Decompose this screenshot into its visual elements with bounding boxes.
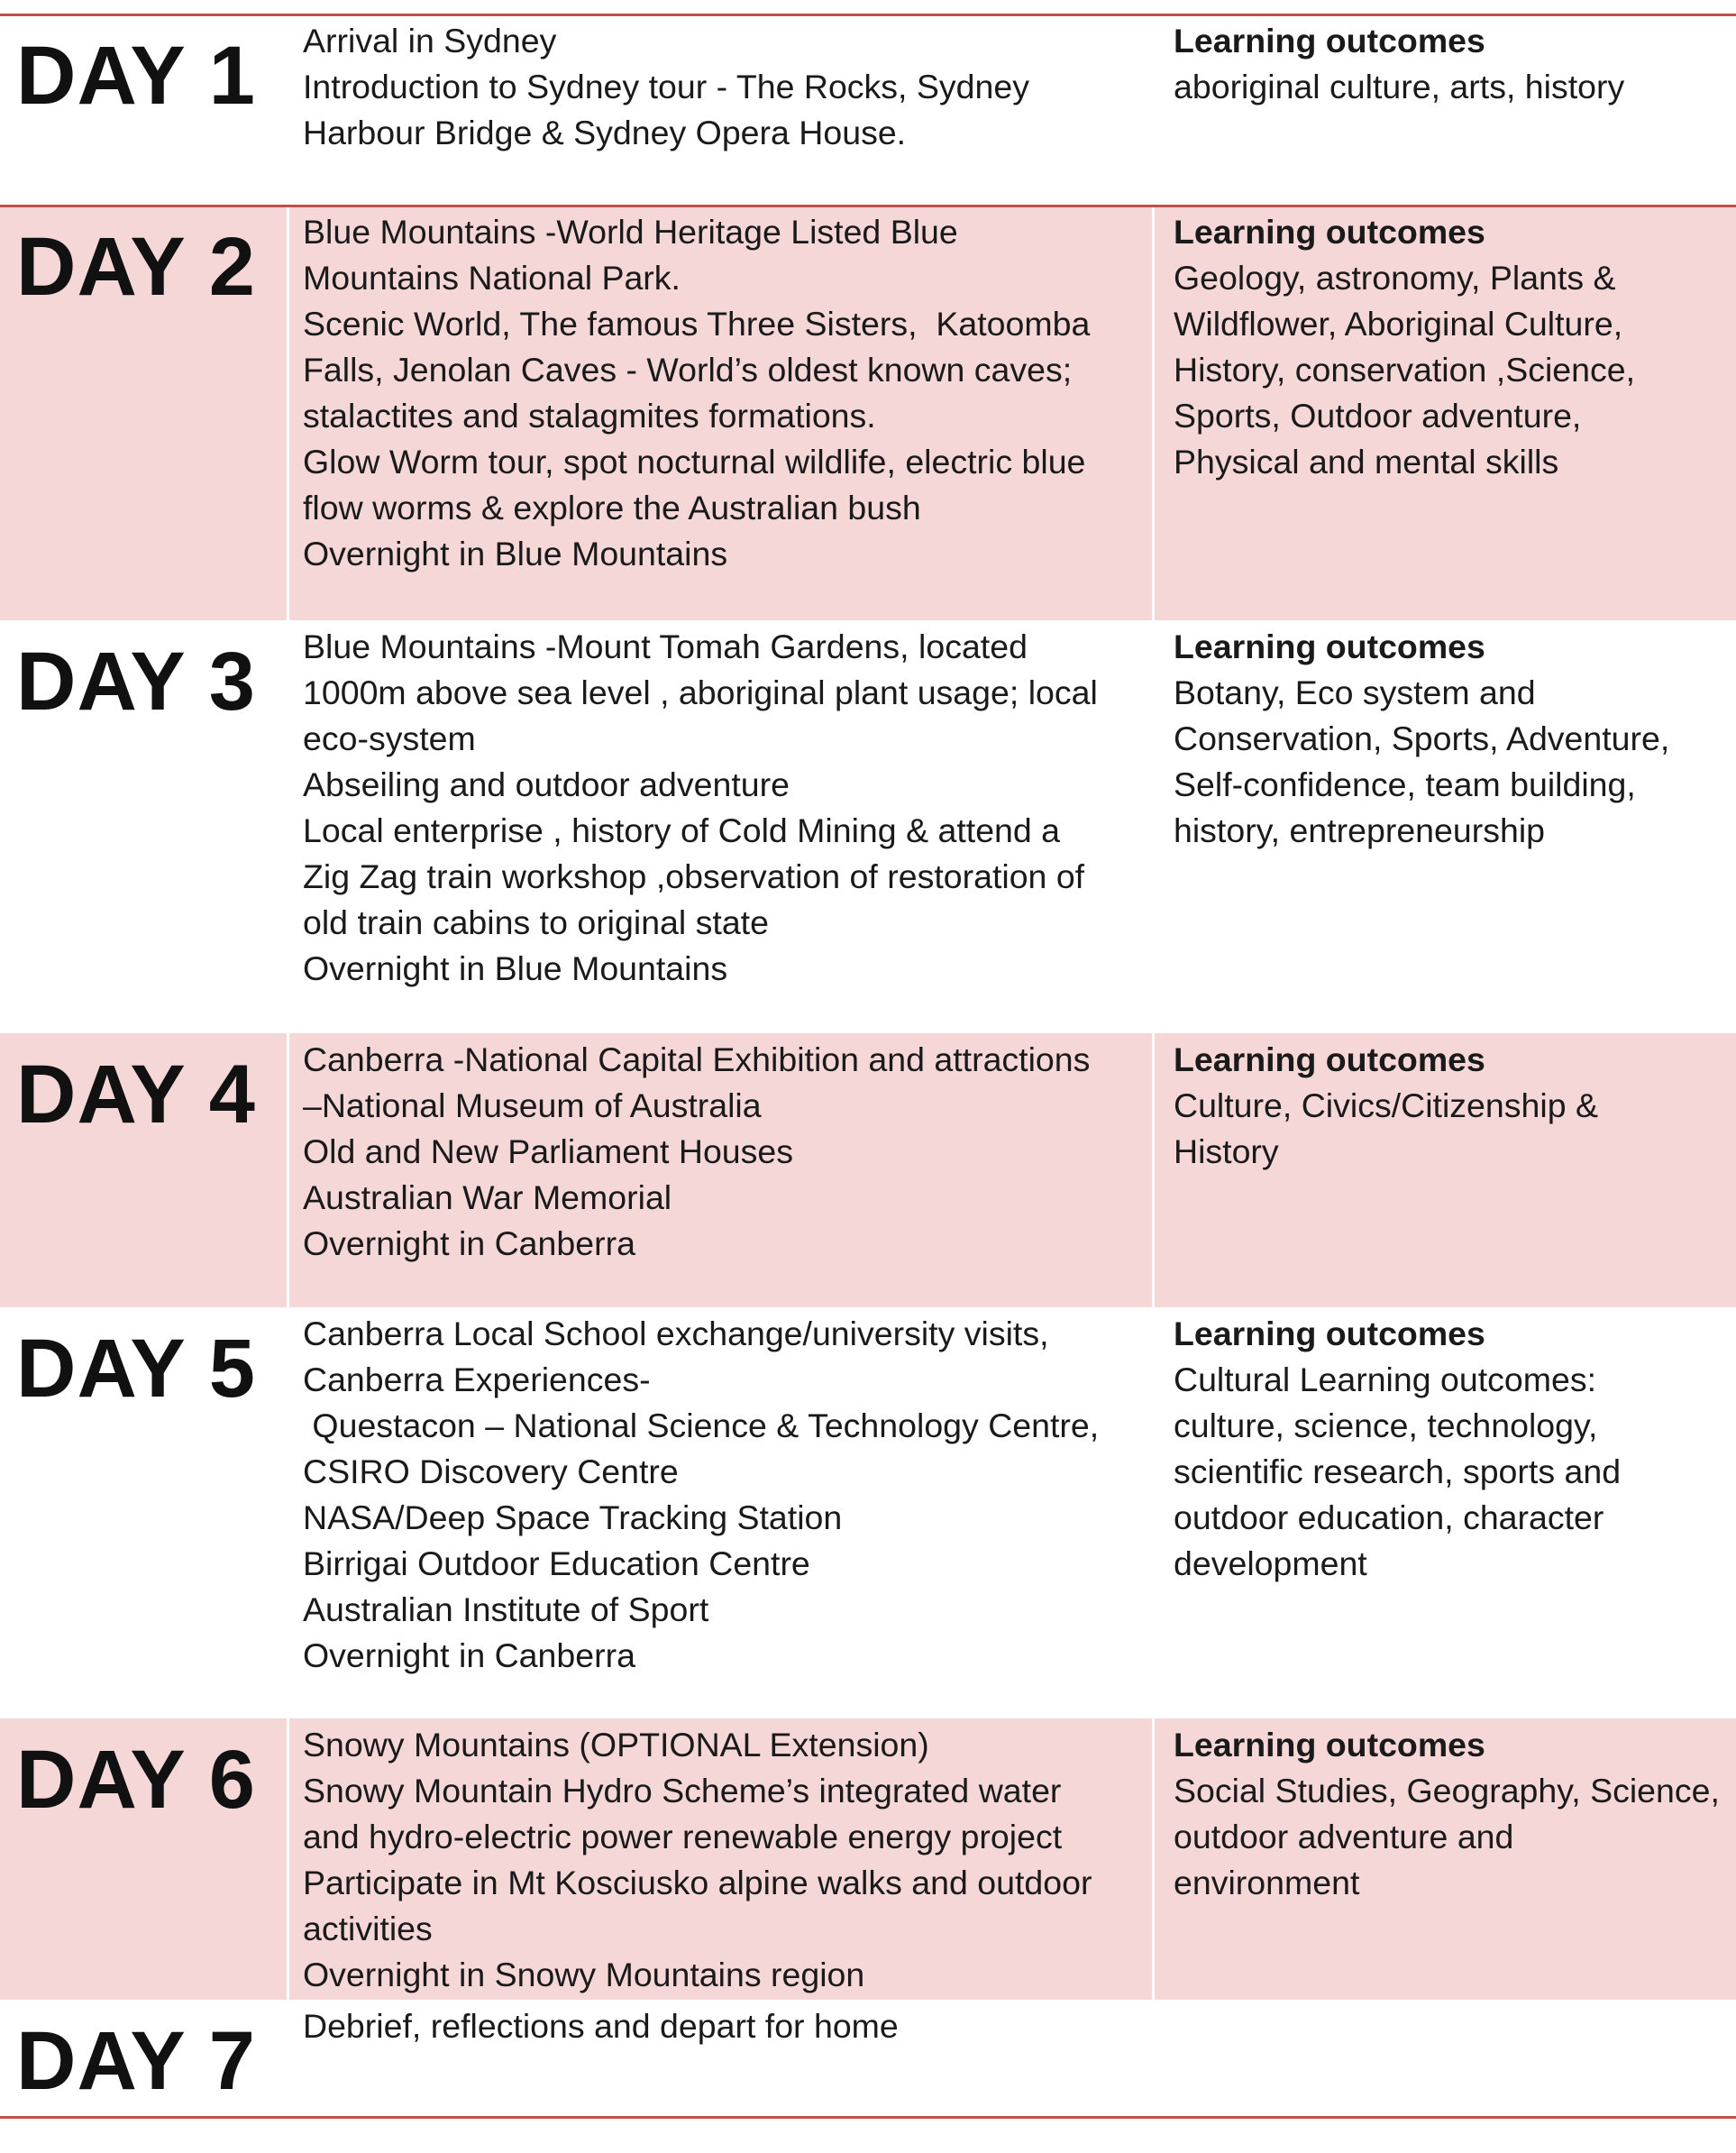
outcome-line: History, conservation ,Science, bbox=[1174, 351, 1636, 389]
description-line: Old and New Parliament Houses bbox=[303, 1132, 794, 1170]
row-divider bbox=[0, 205, 1736, 207]
day-label: DAY 4 bbox=[16, 1049, 256, 1141]
description-line: Canberra Local School exchange/university visits, bbox=[303, 1315, 1049, 1352]
day-row bbox=[0, 1033, 1736, 1307]
day-label: DAY 3 bbox=[16, 636, 256, 728]
outcome-line: outdoor adventure and bbox=[1174, 1818, 1514, 1855]
outcome-line: Botany, Eco system and bbox=[1174, 673, 1536, 711]
description-line: Questacon – National Science & Technology Centre, bbox=[303, 1406, 1100, 1444]
outcome-line: Culture, Civics/Citizenship & bbox=[1174, 1086, 1598, 1124]
description-line: Arrival in Sydney bbox=[303, 22, 557, 60]
day-label: DAY 7 bbox=[16, 2015, 256, 2107]
day-description bbox=[303, 2003, 1141, 2049]
day-row bbox=[0, 1718, 1736, 2000]
column-separator bbox=[287, 1718, 289, 2000]
description-line: Blue Mountains -Mount Tomah Gardens, located bbox=[303, 628, 1028, 665]
row-divider bbox=[0, 14, 1736, 16]
description-line: Harbour Bridge & Sydney Opera House. bbox=[303, 114, 907, 151]
day-description bbox=[303, 209, 1141, 577]
description-line: Birrigai Outdoor Education Centre bbox=[303, 1544, 810, 1582]
outcome-line: Social Studies, Geography, Science, bbox=[1174, 1772, 1720, 1809]
description-line: Overnight in Canberra bbox=[303, 1636, 635, 1674]
learning-outcomes-heading: Learning outcomes bbox=[1174, 22, 1485, 60]
outcome-line: history, entrepreneurship bbox=[1174, 811, 1546, 849]
description-line: Overnight in Snowy Mountains region bbox=[303, 1956, 865, 1993]
outcome-line: culture, science, technology, bbox=[1174, 1406, 1598, 1444]
outcome-line: outdoor education, character bbox=[1174, 1498, 1604, 1536]
learning-outcomes-heading: Learning outcomes bbox=[1174, 213, 1485, 251]
learning-outcomes-heading: Learning outcomes bbox=[1174, 1726, 1485, 1764]
column-separator bbox=[1152, 1033, 1155, 1307]
description-line: Overnight in Blue Mountains bbox=[303, 535, 728, 573]
day-row bbox=[0, 2000, 1736, 2117]
day-row bbox=[0, 1307, 1736, 1718]
outcome-line: development bbox=[1174, 1544, 1367, 1582]
description-line: stalactites and stalagmites formations. bbox=[303, 397, 876, 435]
day-description bbox=[303, 1722, 1141, 1998]
description-line: Blue Mountains -World Heritage Listed Blue bbox=[303, 213, 958, 251]
column-separator bbox=[1152, 206, 1155, 620]
description-line: Canberra -National Capital Exhibition and attractions bbox=[303, 1040, 1091, 1078]
description-line: Mountains National Park. bbox=[303, 259, 681, 297]
description-line: eco-system bbox=[303, 719, 476, 757]
description-line: Local enterprise , history of Cold Mining & attend a bbox=[303, 811, 1061, 849]
description-line: Australian War Memorial bbox=[303, 1178, 672, 1216]
day-label: DAY 2 bbox=[16, 221, 256, 313]
description-line: NASA/Deep Space Tracking Station bbox=[303, 1498, 843, 1536]
outcome-line: scientific research, sports and bbox=[1174, 1452, 1622, 1490]
outcome-line: Physical and mental skills bbox=[1174, 443, 1559, 481]
day-description bbox=[303, 1311, 1141, 1679]
day-label: DAY 6 bbox=[16, 1734, 256, 1826]
description-line: Participate in Mt Kosciusko alpine walks and outdoor bbox=[303, 1864, 1092, 1901]
description-line: and hydro-electric power renewable energy project bbox=[303, 1818, 1063, 1855]
description-line: CSIRO Discovery Centre bbox=[303, 1452, 679, 1490]
learning-outcomes-heading: Learning outcomes bbox=[1174, 1315, 1485, 1352]
outcome-line: Wildflower, Aboriginal Culture, bbox=[1174, 305, 1623, 343]
column-separator bbox=[287, 1033, 289, 1307]
day-description bbox=[303, 624, 1141, 992]
learning-outcomes bbox=[1174, 18, 1723, 110]
learning-outcomes bbox=[1174, 1037, 1723, 1175]
day-row bbox=[0, 14, 1736, 206]
outcome-line: Cultural Learning outcomes: bbox=[1174, 1361, 1597, 1398]
day-row bbox=[0, 206, 1736, 620]
day-label: DAY 5 bbox=[16, 1323, 256, 1415]
description-line: Falls, Jenolan Caves - World’s oldest known caves; bbox=[303, 351, 1073, 389]
description-line: Debrief, reflections and depart for home bbox=[303, 2007, 899, 2045]
learning-outcomes bbox=[1174, 209, 1723, 485]
column-separator bbox=[287, 206, 289, 620]
description-line: Introduction to Sydney tour - The Rocks, Sydney bbox=[303, 68, 1029, 105]
learning-outcomes bbox=[1174, 624, 1723, 854]
learning-outcomes-heading: Learning outcomes bbox=[1174, 1040, 1485, 1078]
description-line: Snowy Mountains (OPTIONAL Extension) bbox=[303, 1726, 929, 1764]
day-description bbox=[303, 1037, 1141, 1267]
outcome-line: Conservation, Sports, Adventure, bbox=[1174, 719, 1670, 757]
description-line: 1000m above sea level , aboriginal plant usage; local bbox=[303, 673, 1098, 711]
description-line: Glow Worm tour, spot nocturnal wildlife, electric blue bbox=[303, 443, 1086, 481]
outcome-line: Sports, Outdoor adventure, bbox=[1174, 397, 1582, 435]
description-line: Australian Institute of Sport bbox=[303, 1590, 709, 1628]
description-line: Abseiling and outdoor adventure bbox=[303, 765, 790, 803]
outcome-line: Geology, astronomy, Plants & bbox=[1174, 259, 1616, 297]
row-divider bbox=[0, 2116, 1736, 2119]
outcome-line: History bbox=[1174, 1132, 1279, 1170]
description-line: Scenic World, The famous Three Sisters, Katoomba bbox=[303, 305, 1091, 343]
description-line: Zig Zag train workshop ,observation of restoration of bbox=[303, 857, 1085, 895]
outcome-line: aboriginal culture, arts, history bbox=[1174, 68, 1625, 105]
learning-outcomes bbox=[1174, 1722, 1723, 1906]
description-line: Canberra Experiences- bbox=[303, 1361, 651, 1398]
description-line: Snowy Mountain Hydro Scheme’s integrated water bbox=[303, 1772, 1062, 1809]
day-row bbox=[0, 620, 1736, 1033]
column-separator bbox=[1152, 1718, 1155, 2000]
description-line: flow worms & explore the Australian bush bbox=[303, 489, 921, 527]
outcome-line: environment bbox=[1174, 1864, 1360, 1901]
description-line: Overnight in Canberra bbox=[303, 1224, 635, 1262]
learning-outcomes-heading: Learning outcomes bbox=[1174, 628, 1485, 665]
description-line: old train cabins to original state bbox=[303, 903, 769, 941]
description-line: Overnight in Blue Mountains bbox=[303, 949, 728, 987]
day-label: DAY 1 bbox=[16, 30, 256, 122]
learning-outcomes bbox=[1174, 1311, 1723, 1587]
description-line: –National Museum of Australia bbox=[303, 1086, 762, 1124]
day-description bbox=[303, 18, 1141, 156]
outcome-line: Self-confidence, team building, bbox=[1174, 765, 1636, 803]
description-line: activities bbox=[303, 1910, 433, 1947]
